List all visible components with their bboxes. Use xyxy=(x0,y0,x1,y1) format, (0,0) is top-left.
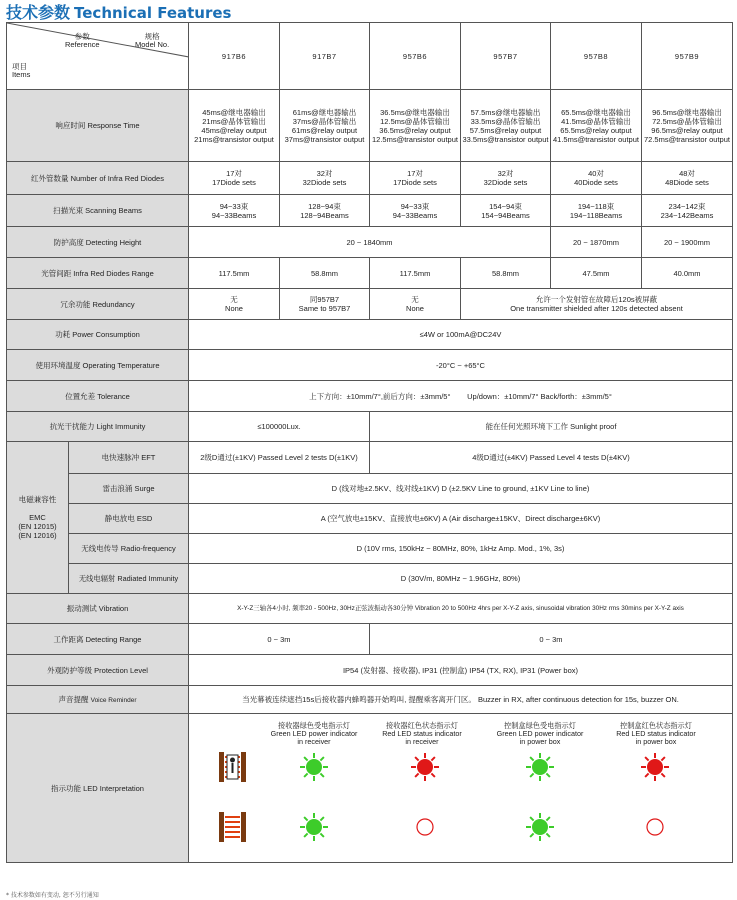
table-cell: 65.5ms@继电器输出 41.5ms@晶体管输出 65.5ms@relay output 41.5ms@transistor output xyxy=(551,90,642,162)
row-response xyxy=(7,90,733,162)
table-cell: 上下方向：±10mm/7°,前后方向：±3mm/5° Up/down：±10mm/7° Back/forth：±3mm/5° xyxy=(189,381,733,412)
header-items: 项目 Items xyxy=(12,62,31,79)
table-cell: 40.0mm xyxy=(642,258,733,289)
model-957b7: 957B7 xyxy=(461,23,551,90)
row-label: 无线电传导 Radio-frequency xyxy=(69,534,189,564)
row-label: 响应时间 Response Time xyxy=(7,90,189,162)
model-917b7: 917B7 xyxy=(280,23,370,90)
table-cell: 48对 48Diode sets xyxy=(642,162,733,195)
led-off-icon xyxy=(417,819,433,835)
table-cell: 194~118束 194~118Beams xyxy=(551,195,642,227)
row-label: 功耗 Power Consumption xyxy=(7,320,189,350)
table-cell: 无 None xyxy=(189,289,280,320)
row-label: 光管间距 Infra Red Diodes Range xyxy=(7,258,189,289)
header-param: 参数 Reference xyxy=(65,32,100,49)
led-col-label: 控制盒红色状态指示灯 Red LED status indicator in power box xyxy=(616,721,696,746)
row-label: 工作距离 Detecting Range xyxy=(7,624,189,655)
row-label: 防护高度 Detecting Height xyxy=(7,227,189,258)
table-cell: 32对 32Diode sets xyxy=(280,162,370,195)
led-green-icon xyxy=(526,753,554,781)
model-957b9: 957B9 xyxy=(642,23,733,90)
row-beams xyxy=(7,195,733,227)
table-cell: 94~33束 94~33Beams xyxy=(189,195,280,227)
table-cell: 32对 32Diode sets xyxy=(461,162,551,195)
table-cell: 20 ~ 1900mm xyxy=(642,227,733,258)
table-cell: -20°C ~ +65°C xyxy=(189,350,733,381)
table-cell: 94~33束 94~33Beams xyxy=(370,195,461,227)
table-cell: 能在任何光照环境下工作 Sunlight proof xyxy=(370,412,733,442)
table-cell: 36.5ms@继电器输出 12.5ms@晶体管输出 36.5ms@relay output 12.5ms@transistor output xyxy=(370,90,461,162)
table-cell: 40对 40Diode sets xyxy=(551,162,642,195)
table-cell: D (30V/m, 80MHz ~ 1.96GHz, 80%) xyxy=(189,564,733,594)
row-protect xyxy=(7,655,733,686)
receiver-icon xyxy=(219,812,246,842)
row-height xyxy=(7,227,733,258)
table-cell: 17对 17Diode sets xyxy=(370,162,461,195)
table-cell: 47.5mm xyxy=(551,258,642,289)
led-green-icon xyxy=(300,813,328,841)
row-label: 外观防护等级 Protection Level xyxy=(7,655,189,686)
emc-group-label: 电磁兼容性 EMC (EN 12015) (EN 12016) xyxy=(7,442,69,594)
spec-table xyxy=(6,22,733,863)
table-cell: 允许一个发射管在故障后120s被屏蔽 One transmitter shielded after 120s detected absent xyxy=(461,289,733,320)
page-title: 技术参数 Technical Features xyxy=(6,3,232,22)
table-cell: 同957B7 Same to 957B7 xyxy=(280,289,370,320)
table-cell: 58.8mm xyxy=(280,258,370,289)
row-label: 使用环境温度 Operating Temperature xyxy=(7,350,189,381)
row-detect xyxy=(7,624,733,655)
row-label: 声音提醒 Voice Reminder xyxy=(7,686,189,714)
row-label: 静电放电 ESD xyxy=(69,504,189,534)
table-cell: 0 ~ 3m xyxy=(370,624,733,655)
row-temp xyxy=(7,350,733,381)
led-col-label: 接收器红色状态指示灯 Red LED status indicator in receiver xyxy=(382,721,462,746)
table-cell: 117.5mm xyxy=(189,258,280,289)
model-957b6: 957B6 xyxy=(370,23,461,90)
led-panel xyxy=(189,714,733,863)
table-cell: 154~94束 154~94Beams xyxy=(461,195,551,227)
table-cell: 117.5mm xyxy=(370,258,461,289)
model-957b8: 957B8 xyxy=(551,23,642,90)
row-range xyxy=(7,258,733,289)
row-led xyxy=(7,714,733,863)
table-cell: ≤4W or 100mA@DC24V xyxy=(189,320,733,350)
table-cell: 20 ~ 1870mm xyxy=(551,227,642,258)
table-cell: 4级D通过(±4KV) Passed Level 4 tests D(±4KV) xyxy=(370,442,733,474)
table-cell: 20 ~ 1840mm xyxy=(189,227,551,258)
row-voice xyxy=(7,686,733,714)
table-cell: D (线对地±2.5KV、线对线±1KV) D (±2.5KV Line to ground, ±1KV Line to line) xyxy=(189,474,733,504)
table-cell: 128~94束 128~94Beams xyxy=(280,195,370,227)
table-cell: 234~142束 234~142Beams xyxy=(642,195,733,227)
row-diodes xyxy=(7,162,733,195)
row-tolerance xyxy=(7,381,733,412)
table-cell: 61ms@继电器输出 37ms@晶体管输出 61ms@relay output 37ms@transistor output xyxy=(280,90,370,162)
table-cell: 58.8mm xyxy=(461,258,551,289)
row-vibration xyxy=(7,594,733,624)
led-red-icon xyxy=(641,753,669,781)
table-cell: A (空气放电±15KV、直接放电±6KV) A (Air discharge±15KV、Direct discharge±6KV) xyxy=(189,504,733,534)
table-cell: ≤100000Lux. xyxy=(189,412,370,442)
receiver-icon xyxy=(219,752,246,782)
table-cell: 96.5ms@继电器输出 72.5ms@晶体管输出 96.5ms@relay output 72.5ms@transistor output xyxy=(642,90,733,162)
row-label: 冗余功能 Redundancy xyxy=(7,289,189,320)
row-emc-surge xyxy=(7,474,733,504)
row-label: 振动测试 Vibration xyxy=(7,594,189,624)
table-cell: 无 None xyxy=(370,289,461,320)
table-cell: 0 ~ 3m xyxy=(189,624,370,655)
table-cell: 57.5ms@继电器输出 33.5ms@晶体管输出 57.5ms@relay output 33.5ms@transistor output xyxy=(461,90,551,162)
table-cell: 17对 17Diode sets xyxy=(189,162,280,195)
row-label: 雷击浪涌 Surge xyxy=(69,474,189,504)
row-label: 扫描光束 Scanning Beams xyxy=(7,195,189,227)
table-cell: X-Y-Z三轴各4小时, 频率20 - 500Hz, 30Hz正弦波振动各30分钟 Vibration 20 to 500Hz 4hrs per X-Y-Z axis, sinusoidal vibration 30Hz rms 30mins per X-Y-Z axis xyxy=(189,594,733,624)
table-cell: IP54 (发射器、接收器), IP31 (控制盒) IP54 (TX, RX), IP31 (Power box) xyxy=(189,655,733,686)
led-green-icon xyxy=(526,813,554,841)
row-emc-rf xyxy=(7,534,733,564)
led-off-icon xyxy=(647,819,663,835)
table-cell: 45ms@继电器输出 21ms@晶体管输出 45ms@relay output 21ms@transistor output xyxy=(189,90,280,162)
row-emc-radiated xyxy=(7,564,733,594)
footer-note: * 技术参数如有变动, 恕不另行通知 xyxy=(6,892,99,899)
table-cell: 2级D通过(±1KV) Passed Level 2 tests D(±1KV) xyxy=(189,442,370,474)
led-col-label: 控制盒绿色受电指示灯 Green LED power indicator in power box xyxy=(496,721,584,746)
row-power xyxy=(7,320,733,350)
model-917b6: 917B6 xyxy=(189,23,280,90)
led-col-label: 接收器绿色受电指示灯 Green LED power indicator in receiver xyxy=(270,721,358,746)
table-cell: D (10V rms, 150kHz ~ 80MHz, 80%, 1kHz Amp. Mod., 1%, 3s) xyxy=(189,534,733,564)
row-label: 电快速脉冲 EFT xyxy=(69,442,189,474)
row-label: 无线电辐射 Radiated Immunity xyxy=(69,564,189,594)
row-label: 红外管数量 Number of Infra Red Diodes xyxy=(7,162,189,195)
row-label: 抗光干扰能力 Light Immunity xyxy=(7,412,189,442)
row-emc-esd xyxy=(7,504,733,534)
row-redundancy xyxy=(7,289,733,320)
row-emc-eft xyxy=(7,442,733,474)
row-light xyxy=(7,412,733,442)
row-label: 指示功能 LED Interpretation xyxy=(7,714,189,863)
header-model: 规格 Model No. xyxy=(135,32,170,49)
header-corner xyxy=(7,23,189,90)
table-cell: 当光幕被连续遮挡15s后接收器内蜂鸣器开始鸣叫, 提醒乘客离开门区。 Buzzer in RX, after continuous detection for 15s, buzzer ON. xyxy=(189,686,733,714)
led-red-icon xyxy=(411,753,439,781)
row-label: 位置允差 Tolerance xyxy=(7,381,189,412)
led-green-icon xyxy=(300,753,328,781)
